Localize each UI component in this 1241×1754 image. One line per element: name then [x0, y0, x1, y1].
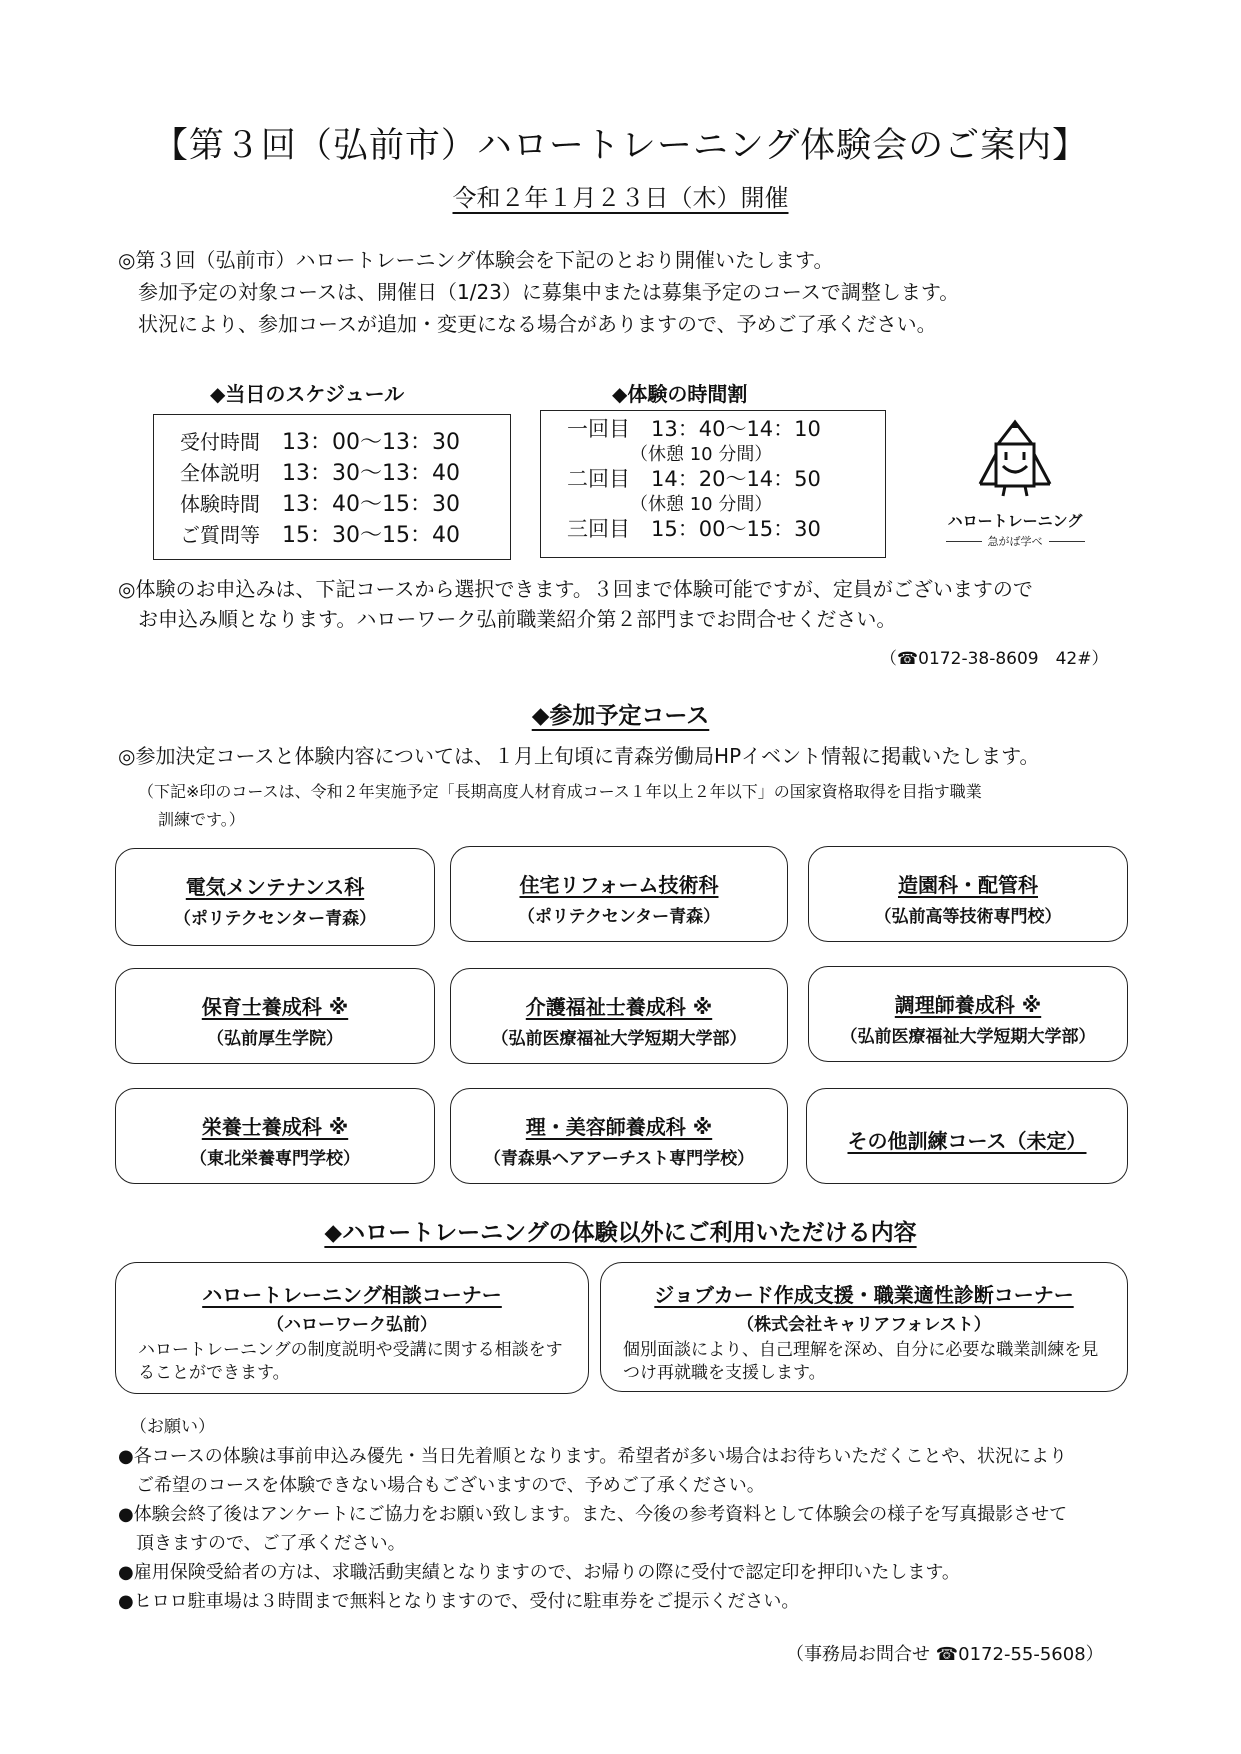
courses-heading: ◆参加予定コース — [531, 703, 710, 729]
course-name: 栄養士養成科 ※ — [201, 1115, 349, 1139]
course-institution: （ポリテクセンター青森） — [517, 907, 721, 927]
course-card[interactable] — [115, 1088, 435, 1184]
logo-tagline: 急がば学べ — [930, 533, 1100, 549]
intro-line: 状況により、参加コースが追加・変更になる場合がありますので、予めご了承ください。 — [118, 312, 937, 336]
services-heading: ◆ハロートレーニングの体験以外にご利用いただける内容 — [324, 1220, 917, 1246]
timetable-row: 二回目 14：20～14：50 — [567, 467, 821, 491]
course-name: 調理師養成科 ※ — [894, 993, 1042, 1017]
schedule-box — [153, 414, 511, 560]
course-card[interactable] — [450, 1088, 788, 1184]
service-description: 個別面談により、自己理解を深め、自分に必要な職業訓練を見つけ再就職を支援します。 — [623, 1340, 1099, 1383]
course-card[interactable] — [808, 966, 1128, 1062]
intro-line: 参加予定の対象コースは、開催日（1/23）に募集中または募集予定のコースで調整します。 — [118, 280, 960, 304]
requests-list — [118, 1442, 1067, 1616]
service-card[interactable] — [115, 1262, 589, 1394]
course-card[interactable] — [115, 848, 435, 946]
service-description: ハロートレーニングの制度説明や受講に関する相談をすることができます。 — [138, 1340, 563, 1383]
application-phone: （☎0172-38-8609 42#） — [880, 649, 1109, 669]
schedule-heading: ◆当日のスケジュール — [210, 382, 405, 406]
timetable-row: 三回目 15：00～15：30 — [567, 517, 821, 541]
course-institution: （弘前医療福祉大学短期大学部） — [840, 1027, 1096, 1047]
course-name: その他訓練コース（未定） — [847, 1129, 1087, 1153]
course-institution: （弘前厚生学院） — [207, 1029, 343, 1049]
application-info: ◎体験のお申込みは、下記コースから選択できます。３回まで体験可能ですが、定員がございますので お申込み順となります。ハローワーク弘前職業紹介第２部門までお問合せください。 — [118, 577, 1033, 631]
service-name: ジョブカード作成支援・職業適性診断コーナー — [654, 1283, 1074, 1307]
schedule-row: 全体説明 13：30～13：40 — [180, 461, 460, 486]
request-item: ●体験会終了後はアンケートにご協力をお願い致します。また、今後の参考資料として体験会の様子を写真撮影させて — [118, 1504, 1068, 1525]
course-card[interactable] — [115, 968, 435, 1064]
course-institution: （ポリテクセンター青森） — [173, 909, 377, 929]
intro-line: ◎第３回（弘前市）ハロートレーニング体験会を下記のとおり開催いたします。 — [118, 248, 834, 272]
courses-note: ◎参加決定コースと体験内容については、１月上旬頃に青森労働局HPイベント情報に掲載いたします。 — [118, 744, 1040, 768]
course-name: 電気メンテナンス科 — [185, 875, 365, 899]
pencil-mascot-icon — [930, 418, 1100, 510]
request-item: ●雇用保険受給者の方は、求職活動実績となりますので、お帰りの際に受付で認定印を押印いたします。 — [118, 1562, 960, 1583]
course-name: 造園科・配管科 — [898, 873, 1038, 897]
service-card[interactable] — [600, 1262, 1128, 1392]
timetable-break: （休憩 10 分間） — [567, 444, 773, 465]
timetable-heading: ◆体験の時間割 — [612, 382, 748, 406]
service-provider: （株式会社キャリアフォレスト） — [737, 1315, 991, 1335]
logo-wordmark: ハロートレーニング — [947, 512, 1083, 530]
timetable-row: 一回目 13：40～14：10 — [567, 417, 821, 441]
course-card[interactable] — [450, 968, 788, 1064]
requests-heading: （お願い） — [130, 1417, 215, 1437]
intro-paragraph — [118, 244, 959, 340]
request-item: ●各コースの体験は事前申込み優先・当日先着順となります。希望者が多い場合はお待ちいただくことや、状況により — [118, 1446, 1068, 1467]
event-date: 令和２年１月２３日（木）開催 — [452, 184, 789, 212]
course-name: 住宅リフォーム技術科 — [519, 873, 719, 897]
timetable-break: （休憩 10 分間） — [567, 494, 773, 515]
service-name: ハロートレーニング相談コーナー — [202, 1283, 502, 1307]
course-name: 理・美容師養成科 ※ — [525, 1115, 713, 1139]
course-institution: （青森県ヘアアーチスト専門学校） — [483, 1149, 755, 1169]
course-name: 介護福祉士養成科 ※ — [525, 995, 713, 1019]
request-item: ご希望のコースを体験できない場合もございますので、予めご了承ください。 — [118, 1475, 765, 1496]
schedule-row: 受付時間 13：00～13：30 — [180, 430, 460, 455]
page-title: 【第３回（弘前市）ハロートレーニング体験会のご案内】 — [152, 126, 1089, 166]
course-institution: （弘前医療福祉大学短期大学部） — [491, 1029, 747, 1049]
courses-subnote: （下記※印のコースは、令和２年実施予定「長期高度人材育成コース１年以上２年以下」の国家資格取得を目指す職業 訓練です。） — [138, 782, 982, 829]
course-institution: （東北栄養専門学校） — [190, 1149, 360, 1169]
request-item: 頂きますので、ご了承ください。 — [118, 1533, 406, 1554]
footer-contact: （事務局お問合せ ☎0172-55-5608） — [786, 1644, 1104, 1665]
schedule-row: ご質問等 15：30～15：40 — [180, 523, 460, 548]
request-item: ●ヒロロ駐車場は３時間まで無料となりますので、受付に駐車券をご提示ください。 — [118, 1591, 800, 1612]
timetable-box — [540, 410, 886, 558]
hello-training-logo — [930, 418, 1100, 548]
service-provider: （ハローワーク弘前） — [267, 1315, 437, 1335]
course-institution: （弘前高等技術専門校） — [874, 907, 1062, 927]
schedule-row: 体験時間 13：40～15：30 — [180, 492, 460, 517]
course-name: 保育士養成科 ※ — [201, 995, 349, 1019]
course-card[interactable] — [806, 1088, 1128, 1184]
course-card[interactable] — [450, 846, 788, 942]
course-card[interactable] — [808, 846, 1128, 942]
